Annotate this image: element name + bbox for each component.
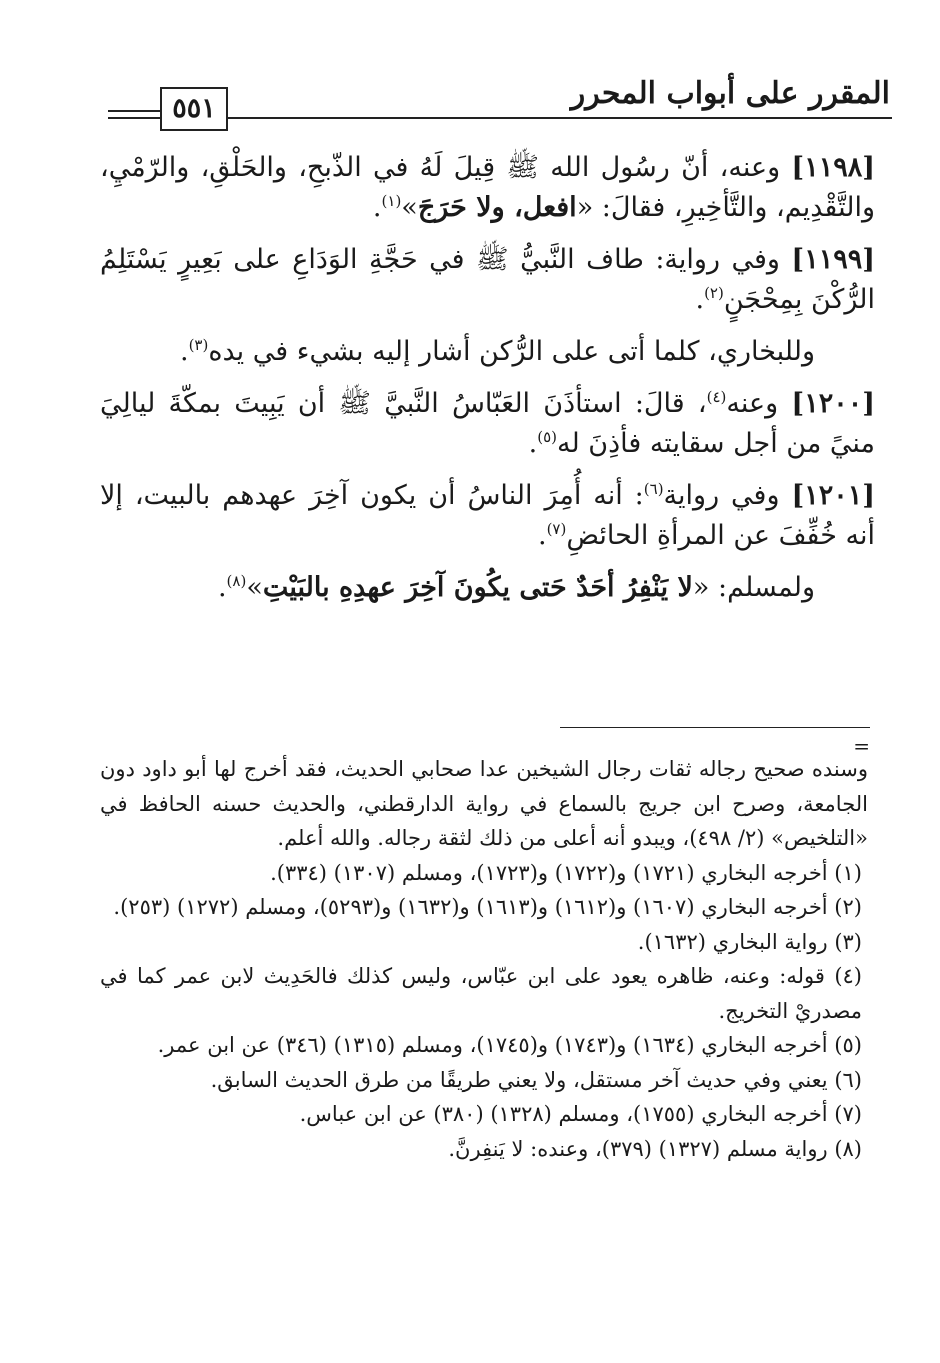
footnote-ref: (٨) bbox=[226, 572, 247, 590]
book-title: المقرر على أبواب المحرر bbox=[570, 76, 890, 111]
hadith-number: [١٢٠١] bbox=[791, 480, 876, 511]
footnote-ref: (٣) bbox=[188, 336, 209, 354]
footnotes bbox=[100, 752, 868, 1166]
hadith-number: [١٢٠٠] bbox=[791, 388, 875, 419]
page-header bbox=[0, 0, 940, 130]
bukhari-variant: وللبخاري، كلما أتى على الرُّكن أشار إليه بشيء في يده$^{(٣)}$. bbox=[179, 336, 815, 367]
hadith-1200: [١٢٠٠] وعنه$^{(٤)}$، قالَ: استأذَنَ العَبّاسُ النَّبيَّ ﷺ أن يَبِيتَ بمكّةَ ليالِيَ منيً من أجل سقايته فأذِنَ له$^{(٥)}$. bbox=[100, 388, 875, 459]
footnote-1: (١) أخرجه البخاري (١٧٢١) و(١٧٢٢) و(١٧٢٣)، ومسلم (١٣٠٧) (٣٣٤). bbox=[270, 860, 862, 885]
hadith-1198: [١١٩٨] وعنه، أنّ رسُول الله ﷺ قِيلَ لَهُ في الذّبحِ، والحَلْقِ، والرّمْيِ، والتَّقْدِيم، والتَّأخِيرِ، فقالَ: «افعل، ولا حَرَجَ»$^{(١)}$. bbox=[100, 152, 875, 223]
continuation-mark: = bbox=[853, 734, 870, 758]
footnote-ref: (٦) bbox=[643, 480, 664, 498]
footnote-ref: (١) bbox=[381, 192, 402, 210]
footnote-ref: (٢) bbox=[704, 284, 724, 302]
footnote-3: (٣) رواية البخاري (١٦٣٢). bbox=[637, 929, 862, 954]
hadith-number: [١١٩٨] bbox=[791, 152, 875, 183]
quote: افعل، ولا حَرَجَ bbox=[417, 192, 577, 223]
footnote-2: (٢) أخرجه البخاري (١٦٠٧) و(١٦١٢) و(١٦١٣) و(١٦٣٢) و(٥٢٩٣)، ومسلم (١٢٧٢) (٢٥٣). bbox=[113, 895, 862, 919]
hadith-1199: [١١٩٩] وفي رواية: طاف النَّبيُّ ﷺ في حَجَّةِ الوَدَاعِ على بَعِيرٍ يَسْتَلِمُ الرُّكْنَ بِمِحْجَنٍ$^{(٢)}$. bbox=[100, 244, 875, 315]
footnote-4: (٤) قوله: وعنه، ظاهره يعود على ابن عبّاس، وليس كذلك فالحَدِيث لابن عمر كما في مصدريْ التخريج. bbox=[100, 964, 862, 1023]
main-text bbox=[100, 148, 875, 620]
hadith-number: [١١٩٩] bbox=[791, 244, 875, 275]
footnote-continuation: وسنده صحيح رجاله ثقات رجال الشيخين عدا صحابي الحديث، فقد أخرج لها أبو داود دون الجامعة، وصرح ابن جريج بالسماع في رواية الدارقطني، والحديث حسنه الحافظ في «التلخيص» (٢/ ٤٩٨)، ويبدو أنه أعلى من ذلك لثقة رجاله. والله أعلم. bbox=[100, 757, 868, 850]
header-rule-left bbox=[108, 110, 160, 112]
footnote-ref: (٥) bbox=[537, 428, 557, 446]
footnote-ref: (٤) bbox=[706, 388, 727, 406]
footnote-6: (٦) يعني وفي حديث آخر مستقل، ولا يعني طريقًا من طرق الحديث السابق. bbox=[210, 1067, 862, 1092]
footnote-7: (٧) أخرجه البخاري (١٧٥٥)، ومسلم (١٣٢٨) (٣٨٠) عن ابن عباس. bbox=[299, 1102, 862, 1126]
page-number: ٥٥١ bbox=[160, 87, 228, 131]
footnote-5: (٥) أخرجه البخاري (١٦٣٤) و(١٧٤٣) و(١٧٤٥)، ومسلم (١٣١٥) (٣٤٦) عن ابن عمر. bbox=[157, 1033, 862, 1057]
muslim-variant: ولمسلم: «لا يَنْفِرُ أحَدٌ حَتى يكُونَ آخِرَ عهدِهِ بالبَيْتِ»$^{(٨)}$. bbox=[217, 572, 815, 603]
quote: لا يَنْفِرُ أحَدٌ حَتى يكُونَ آخِرَ عهدِهِ بالبَيْتِ bbox=[262, 572, 693, 603]
footnote-ref: (٧) bbox=[546, 520, 567, 538]
hadith-1201: [١٢٠١] وفي رواية$^{(٦)}$: أنه أُمِرَ الناسُ أن يكون آخِرَ عهدهم بالبيت، إلا أنه خُفِّفَ عن المرأةِ الحائضِ$^{(٧)}$. bbox=[100, 480, 876, 551]
footnote-8: (٨) رواية مسلم (١٣٢٧) (٣٧٩)، وعنده: لا يَنفِرنَّ. bbox=[448, 1136, 862, 1161]
footnote-separator bbox=[560, 727, 870, 728]
